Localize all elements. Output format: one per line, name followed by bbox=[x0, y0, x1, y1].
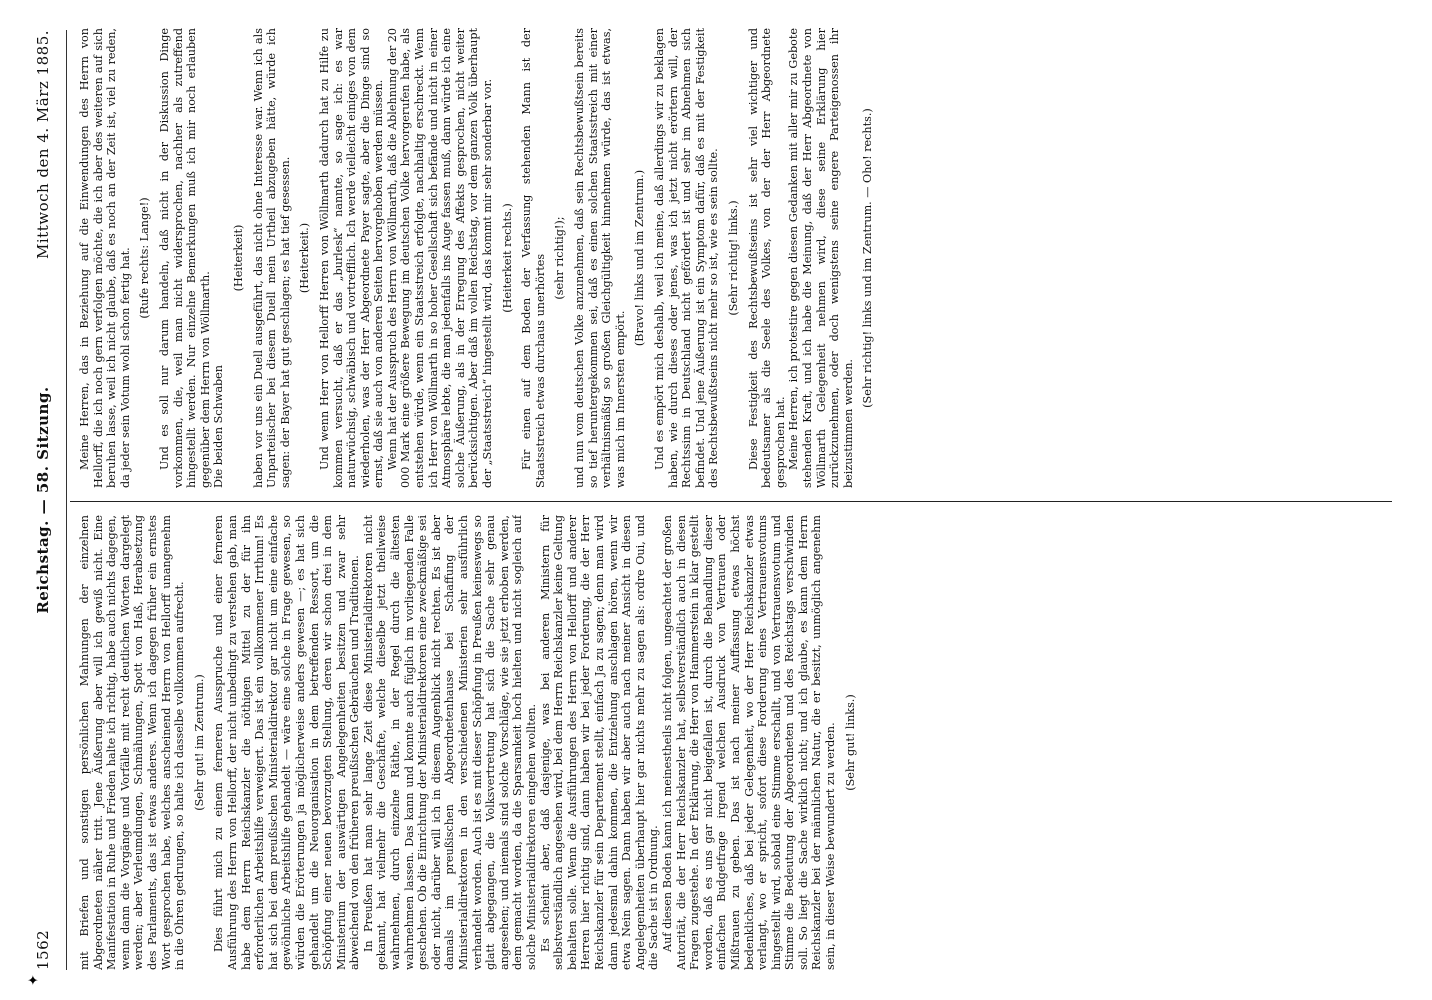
interjection: (sehr richtig!); bbox=[553, 216, 567, 300]
paragraph: Für einen auf dem Boden der Verfassung stehenden Mann ist der Staatsstreich etwas durchaus unerhörtes bbox=[520, 28, 547, 488]
interjection: (Heiterkeit rechts.) bbox=[500, 203, 514, 313]
header-rule bbox=[66, 30, 67, 970]
paragraph: und nun vom deutschen Volke anzunehmen, daß sein Rechtsbewußtsein bereits so tief heruntergekommen sei, daß es einen solchen Staatsstreich mit einer verhältnismäßig so großen Gleichgültigkeit hinnehmen würde, das ist etwas, was mich im Innersten empört. bbox=[573, 28, 627, 488]
paragraph: Dies führt mich zu einem ferneren Ausspruche und einer ferneren Ausführung des Herrn von Hellorff, der nicht unbedingt zu verstehen gab, man habe dem Herrn Reichskanzler die nöthigen Mittel zu der für ihn erforderlichen Arbeitshilfe verweigert. Das ist ein vollkommener Irrthum! Es hat sich bei dem preußischen Ministerialdirektor gar nicht um eine einfache gewöhnliche Arbeitshilfe gehandelt — wäre eine solche in Frage gewesen, so würden die Erörterungen ja möglicherweise anders gewesen —; es hat sich gehandelt um die Neuorganisation in dem betreffenden Ressort, um die Schöpfung einer neuen bevorzugten Stellung, deren wir schon drei in dem Ministerium der auswärtigen Angelegenheiten besitzen und zwar sehr abweichend von den früheren preußischen Gebräuchen und Traditionen. bbox=[212, 515, 362, 970]
paragraph: Meine Herren, ich protestire gegen diesen Gedanken mit aller mir zu Gebote stehenden Kraft, und ich habe die Meinung, daß der Herr Abgeordnete von Wöllmarth Gelegenheit nehmen wird, diese seine Erklärung hier zurückzunehmen, oder doch wenigstens seine engere Parteigenossen ihr beizustimmen werden. bbox=[787, 28, 855, 488]
header-title: Reichstag. — 58. Sitzung. bbox=[34, 386, 52, 614]
interjection: (Bravo! links und im Zentrum.) bbox=[633, 169, 647, 347]
interjection: (Rufe rechts: Lange!) bbox=[138, 197, 152, 319]
left-column bbox=[78, 515, 1392, 970]
paragraph: Diese Festigkeit des Rechtsbewußtseins ist sehr viel wichtiger und bedeutsamer als die Seele des Volkes, von der der Herr Abgeordnete gesprochen hat. bbox=[746, 28, 787, 488]
column-separator bbox=[70, 501, 1392, 502]
page-header bbox=[28, 30, 62, 970]
paragraph: Und es soll nur darum handeln, daß nicht in der Diskussion Dinge vorkommen, die, weil man nicht widersprochen, nachher als zutreffend hingestellt werden. Nur einzelne Bemerkungen muß ich mir noch erlauben gegenüber dem Herrn von Wöllmarth. bbox=[157, 28, 212, 488]
paragraph: In Preußen hat man sehr lange Zeit diese Ministerialdirektoren nicht gekannt, hat vielmehr die Geschäfte, welche dieselbe jetzt theilweise wahrnehmen, durch einzelne Räthe, in der Regel durch die ältesten wahrnehmen lassen. Das kann und konnte auch füglich im vorliegenden Falle geschehen. Ob die Einrichtung der Ministerialdirektoren eine zweckmäßige sei oder nicht, darüber will ich in diesem Augenblick nicht rechten. Es ist aber damals im preußischen Abgeordnetenhause bei Schaffung der Ministerialdirektoren in den verschiedenen Ministerien sehr ausführlich verhandelt worden. Auch ist es mit dieser Schöpfung in Preußen keineswegs so glatt abgegangen, die Volksvertretung hat sich die Sache sehr genau angesehen; und niemals sind solche Vorschläge, wie sie jetzt erhoben werden, dem gemacht worden, da die Sparsamkeit hoch hielten und nicht sogleich auf solche Ministerialdirektoren eingehen wollten. bbox=[361, 515, 538, 970]
corner-mark-icon: ✦ bbox=[26, 974, 42, 986]
interjection: (Sehr gut! links.) bbox=[843, 694, 857, 791]
paragraph: Auf diesen Boden kann ich meinestheils nicht folgen, ungeachtet der großen Autorität, die der Herr Reichskanzler hat, selbstverständlich auch in diesen Fragen zugestehe. In der Erklärung, die Herr von Hammerstein in klar gestellt worden, daß es uns gar nicht beigefallen ist, durch die Behandlung dieser einfachen Budgetfrage irgend welchen Ausdruck von Vertrauen oder Mißtrauen zu geben. Das ist nach meiner Auffassung etwas höchst bedenkliches, daß bei jeder Gelegenheit, wo der Herr Reichskanzler etwas verlangt, wo er spricht, sofort diese Forderung eines Vertrauensvotums hingestellt wird, sobald eine Stimme erschallt, und von Vertrauensvotum und Stimme die Bedeutung der Abgeordneten und des Reichstags verschwinden soll. So liegt die Sache wirklich nicht; und ich glaube, es kann dem Herrn Reichskanzler bei der männlichen Natur, die er besitzt, unmöglich angenehm sein, in dieser Weise bewundert zu werden. bbox=[660, 515, 838, 970]
interjection: (Sehr richtig! links.) bbox=[726, 200, 740, 316]
interjection: (Heiterkeit) bbox=[231, 224, 245, 292]
interjection: (Heiterkeit.) bbox=[298, 222, 312, 294]
paragraph: mit Briefen und sonstigen persönlichen Mahnungen der einzelnen Abgeordneten näher tritt. Jene Äußerung aber will ich gewiß nicht. Eine Manifestation in Ruhe und Frieden halte ich richtig, habe auch nichts dagegen, wenn dann die Vorgänge und Vorfälle mit recht deutlichen Worten dargelegt werden; aber Verleumdungen, Schmähungen, Spott von Haß, Herabsetzung des Parlaments, das ist etwas anderes. Wenn ich dagegen früher ein ernstes Wort gesprochen habe, welches anscheinend Herrn von Hellorff unangenehm in die Ohren gedrungen, so halte ich dasselbe vollkommen aufrecht. bbox=[78, 515, 187, 970]
page-number: 1562 bbox=[34, 929, 52, 970]
interjection: (Sehr gut! im Zentrum.) bbox=[192, 674, 206, 811]
paragraph: Es scheint aber, daß dasjenige, was bei anderen Ministern für selbstverständlich angesehen wird, bei dem Herrn Reichskanzler keine Geltung behalten solle. Wenn die Ausführungen des Herrn von Hellorff und anderer Herren hier richtig sind, dann haben wir bei jeder Forderung, die der Herr Reichskanzler für sein Departement stellt, einfach Ja zu sagen; denn man wird dann jedesmal dahin kommen, die Entziehung anschlagen hören, wenn wir etwa Nein sagen. Dann haben wir aber auch nach meiner Ansicht in diesen Angelegenheiten überhaupt hier gar nichts mehr zu sagen als: ordre Oui, und die Sache ist in Ordnung. bbox=[538, 515, 661, 970]
paragraph: Und es empört mich deshalb, weil ich meine, daß allerdings wir zu beklagen haben, wie durch dieses oder jenes, was ich jetzt nicht erörtern will, der Rechtssinn in Deutschland nicht gefördert ist und sehr im Abnehmen sich befindet. Und jene Äußerung ist ein Symptom dafür, daß es mit der Festigkeit des Rechtsbewußtseins nicht mehr so ist, wie es sein sollte. bbox=[652, 28, 721, 488]
header-date: Mittwoch den 4. März 1885. bbox=[34, 30, 52, 259]
paragraph: haben vor uns ein Duell ausgeführt, das nicht ohne Interesse war. Wenn ich als Unparteiischer bei diesem Duell mein Urtheil abzugeben hätte, würde ich sagen: der Bayer hat gut geschlagen; es hat tief gesessen. bbox=[251, 28, 292, 488]
paragraph: Meine Herren, das in Beziehung auf die Einwendungen des Herrn von Hellorff, die ich noch gern verfolgen möchte, die ich aber des weiteren auf sich beruhen lasse, weil ich nicht glaube, daß es noch an der Zeit ist, viel zu reden, da jeder sein Votum wohl schon fertig hat. bbox=[78, 28, 132, 488]
interjection: (Sehr richtig! links und im Zentrum. — Oho! rechts.) bbox=[861, 108, 875, 408]
paragraph: Die beiden Schwaben bbox=[212, 365, 226, 488]
right-column bbox=[78, 28, 1392, 488]
paragraph: Und wenn Herr von Hellorff Herren von Wöllmarth dadurch hat zu Hilfe zu kommen versucht, daß er das „burlesk“ nannte, so sage ich: es war naturwüchsig, schwäbisch und vortrefflich. Ich werde vielleicht einiges von dem wiederholen, was der Herr Abgeordnete Payer sagte, aber die Dinge sind so ernst, daß sie auch von anderen Seiten hervorgehoben werden müssen. bbox=[317, 28, 386, 488]
paragraph: Wenn hat der Ausspruch des Herrn von Wöllmarth, daß die Ablehnung der 20 000 Mark eine größere Bewegung im deutschen Volke hervorgerufen habe, als entstehen würde, wenn ein Staatsstreich erfolgte, nachhaltig erschreckt. Wenn ich Herr von Wöllmarth in so hoher Gesellschaft sich befände und nicht in einer Atmosphäre lebte, die man jedenfalls ins Auge fassen muß, dann würde ich eine solche Äußerung, als in der Erregung des Affekts gesprochen, nicht weiter berücksichtigen. Aber daß im vollen Reichstag, vor dem ganzen Volk überhaupt der „Staatsstreich“ hingestellt wird, das kommt mir sehr sonderbar vor. bbox=[385, 28, 495, 488]
